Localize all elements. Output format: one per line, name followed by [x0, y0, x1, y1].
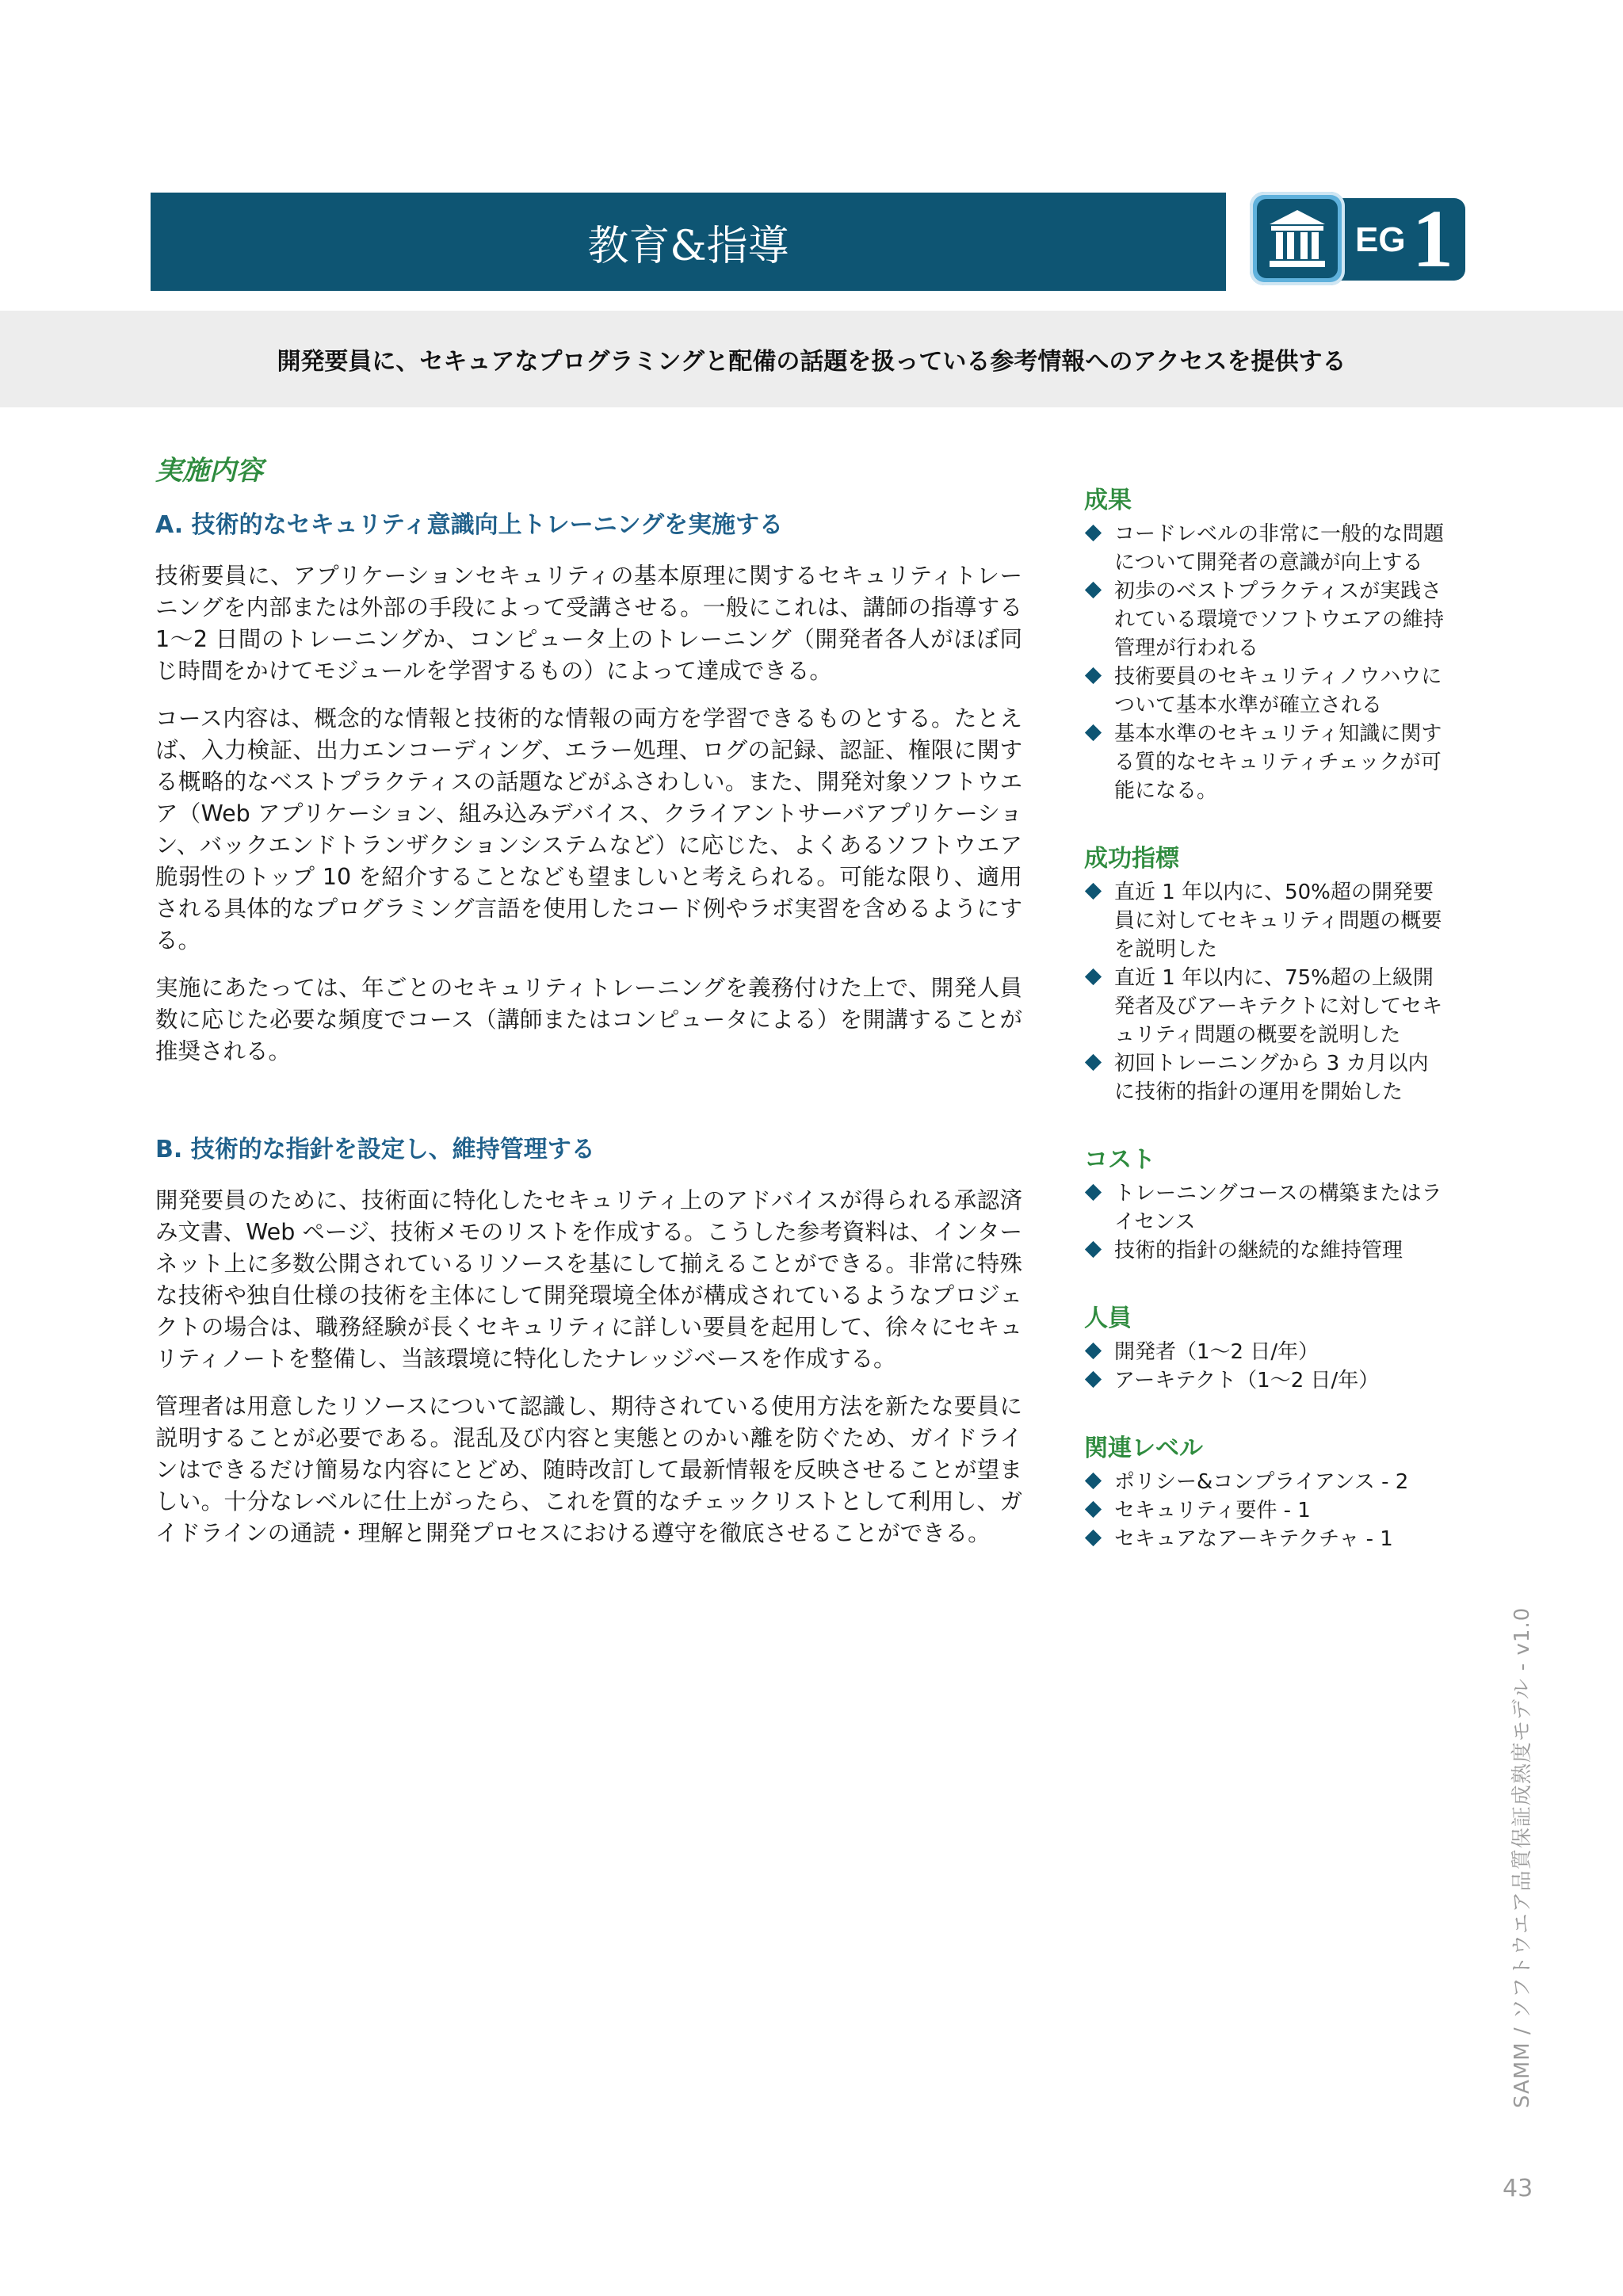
list-item: セキュアなアーキテクチャ - 1: [1084, 1525, 1449, 1553]
list-item: 基本水準のセキュリティ知識に関する質的なセキュリティチェックが可能になる。: [1084, 720, 1449, 805]
cost-list: [1084, 1179, 1449, 1265]
cost-block: [1084, 1140, 1449, 1265]
diamond-bullet-icon: [1085, 883, 1102, 900]
diamond-bullet-icon: [1085, 667, 1102, 684]
diamond-bullet-icon: [1085, 1241, 1102, 1258]
personnel-list: [1084, 1338, 1449, 1395]
footer-vertical-text: SAMM / ソフトウエア品質保証成熟度モデル - v1.0: [1510, 1606, 1534, 2108]
list-item: 技術的指針の継続的な維持管理: [1084, 1236, 1449, 1265]
diamond-bullet-icon: [1085, 1371, 1102, 1388]
badge-label: EG: [1355, 220, 1406, 259]
list-item: 初回トレーニングから 3 カ月以内に技術的指針の運用を開始した: [1084, 1049, 1449, 1106]
list-item: トレーニングコースの構築またはライセンス: [1084, 1179, 1449, 1236]
practice-badge: [1250, 192, 1467, 287]
sidebar: [1084, 480, 1449, 1587]
related-levels-list: [1084, 1468, 1449, 1553]
title-bar: [151, 193, 1226, 291]
objective-text: 開発要員に、セキュアなプログラミングと配備の話題を扱っている参考情報へのアクセスを提供する: [277, 348, 1346, 376]
section-b-paragraph-1: 開発要員のために、技術面に特化したセキュリティ上のアドバイスが得られる承認済み文書、Web ページ、技術メモのリストを作成する。こうした参考資料は、インターネット上に多数公開されているリソースを基にして揃えることができる。非常に特殊な技術や独自仕様の技術を主体にして開発環境全体が構成されているようなプロジェクトの場合は、職務経験が長くセキュリティに詳しい要員を起用して、徐々にセキュリティノートを整備し、当該環境に特化したナレッジベースを作成する。: [155, 1187, 1022, 1372]
page-number: 43: [1503, 2175, 1533, 2202]
success-metrics-heading: 成功指標: [1084, 845, 1179, 873]
section-b-title: B. 技術的な指針を設定し、維持管理する: [155, 1136, 595, 1163]
section-a-paragraph-1: 技術要員に、アプリケーションセキュリティの基本原理に関するセキュリティトレーニングを内部または外部の手段によって受講させる。一般にこれは、講師の指導する 1〜2 日間のトレーニングか、コンピュータ上のトレーニング（開発者各人がほぼ同じ時間をかけてモジュールを学習するもの）によって達成できる。: [155, 563, 1022, 684]
diamond-bullet-icon: [1085, 1184, 1102, 1201]
classical-building-icon: [1268, 208, 1327, 269]
personnel-heading: 人員: [1084, 1305, 1132, 1332]
list-item: 開発者（1〜2 日/年）: [1084, 1338, 1449, 1366]
diamond-bullet-icon: [1085, 1530, 1102, 1546]
results-block: [1084, 480, 1449, 805]
results-list: [1084, 520, 1449, 805]
success-metrics-list: [1084, 878, 1449, 1106]
list-item: ポリシー&コンプライアンス - 2: [1084, 1468, 1449, 1496]
success-metrics-block: [1084, 839, 1449, 1106]
list-item: セキュリティ要件 - 1: [1084, 1496, 1449, 1525]
list-item: 技術要員のセキュリティノウハウについて基本水準が確立される: [1084, 663, 1449, 720]
cost-heading: コスト: [1084, 1146, 1155, 1174]
main-content: [155, 449, 1022, 1565]
list-item: アーキテクト（1〜2 日/年）: [1084, 1366, 1449, 1395]
section-spacer: [155, 1083, 1022, 1129]
diamond-bullet-icon: [1085, 724, 1102, 741]
page-title: 教育&指導: [587, 222, 789, 270]
personnel-block: [1084, 1298, 1449, 1395]
badge-icon-inner: [1257, 199, 1338, 278]
section-b-paragraph-2: 管理者は用意したリソースについて認識し、期待されている使用方法を新たな要員に説明することが必要である。混乱及び内容と実態とのかい離を防ぐため、ガイドラインはできるだけ簡易な内容にとどめ、随時改訂して最新情報を反映させることが望ましい。十分なレベルに仕上がったら、これを質的なチェックリストとして利用し、ガイドラインの通読・理解と開発プロセスにおける遵守を徹底させることができる。: [155, 1393, 1022, 1546]
list-item: 直近 1 年以内に、75%超の上級開発者及びアーキテクトに対してセキュリティ問題の概要を説明した: [1084, 964, 1449, 1049]
diamond-bullet-icon: [1085, 1501, 1102, 1518]
list-item: 初歩のベストプラクティスが実践されている環境でソフトウエアの維持管理が行われる: [1084, 577, 1449, 663]
diamond-bullet-icon: [1085, 1343, 1102, 1359]
section-a-paragraph-2: コース内容は、概念的な情報と技術的な情報の両方を学習できるものとする。たとえば、入力検証、出力エンコーディング、エラー処理、ログの記録、認証、権限に関する概略的なベストプラクティスの話題などがふさわしい。また、開発対象ソフトウエア（Web アプリケーション、組み込みデバイス、クライアントサーバアプリケーション、バックエンドトランザクションシステムなど）に応じた、よくあるソフトウエア脆弱性のトップ 10 を紹介することなども望ましいと考えられる。可能な限り、適用される具体的なプログラミング言語を使用したコード例やラボ実習を含めるようにする。: [155, 705, 1022, 953]
section-a-title: A. 技術的なセキュリティ意識向上トレーニングを実施する: [155, 511, 784, 539]
diamond-bullet-icon: [1085, 968, 1102, 985]
objective-band: [0, 311, 1623, 407]
activities-heading: 実施内容: [155, 455, 263, 487]
related-levels-block: [1084, 1428, 1449, 1553]
diamond-bullet-icon: [1085, 525, 1102, 541]
badge-icon-frame: [1250, 192, 1345, 285]
section-a-paragraph-3: 実施にあたっては、年ごとのセキュリティトレーニングを義務付けた上で、開発人員数に応じた必要な頻度でコース（講師またはコンピュータによる）を開講することが推奨される。: [155, 975, 1022, 1064]
results-heading: 成果: [1084, 487, 1132, 514]
list-item: コードレベルの非常に一般的な問題について開発者の意識が向上する: [1084, 520, 1449, 577]
diamond-bullet-icon: [1085, 1054, 1102, 1071]
related-levels-heading: 関連レベル: [1084, 1435, 1203, 1462]
badge-level: 1: [1412, 193, 1453, 285]
list-item: 直近 1 年以内に、50%超の開発要員に対してセキュリティ問題の概要を説明した: [1084, 878, 1449, 964]
diamond-bullet-icon: [1085, 582, 1102, 598]
diamond-bullet-icon: [1085, 1473, 1102, 1489]
